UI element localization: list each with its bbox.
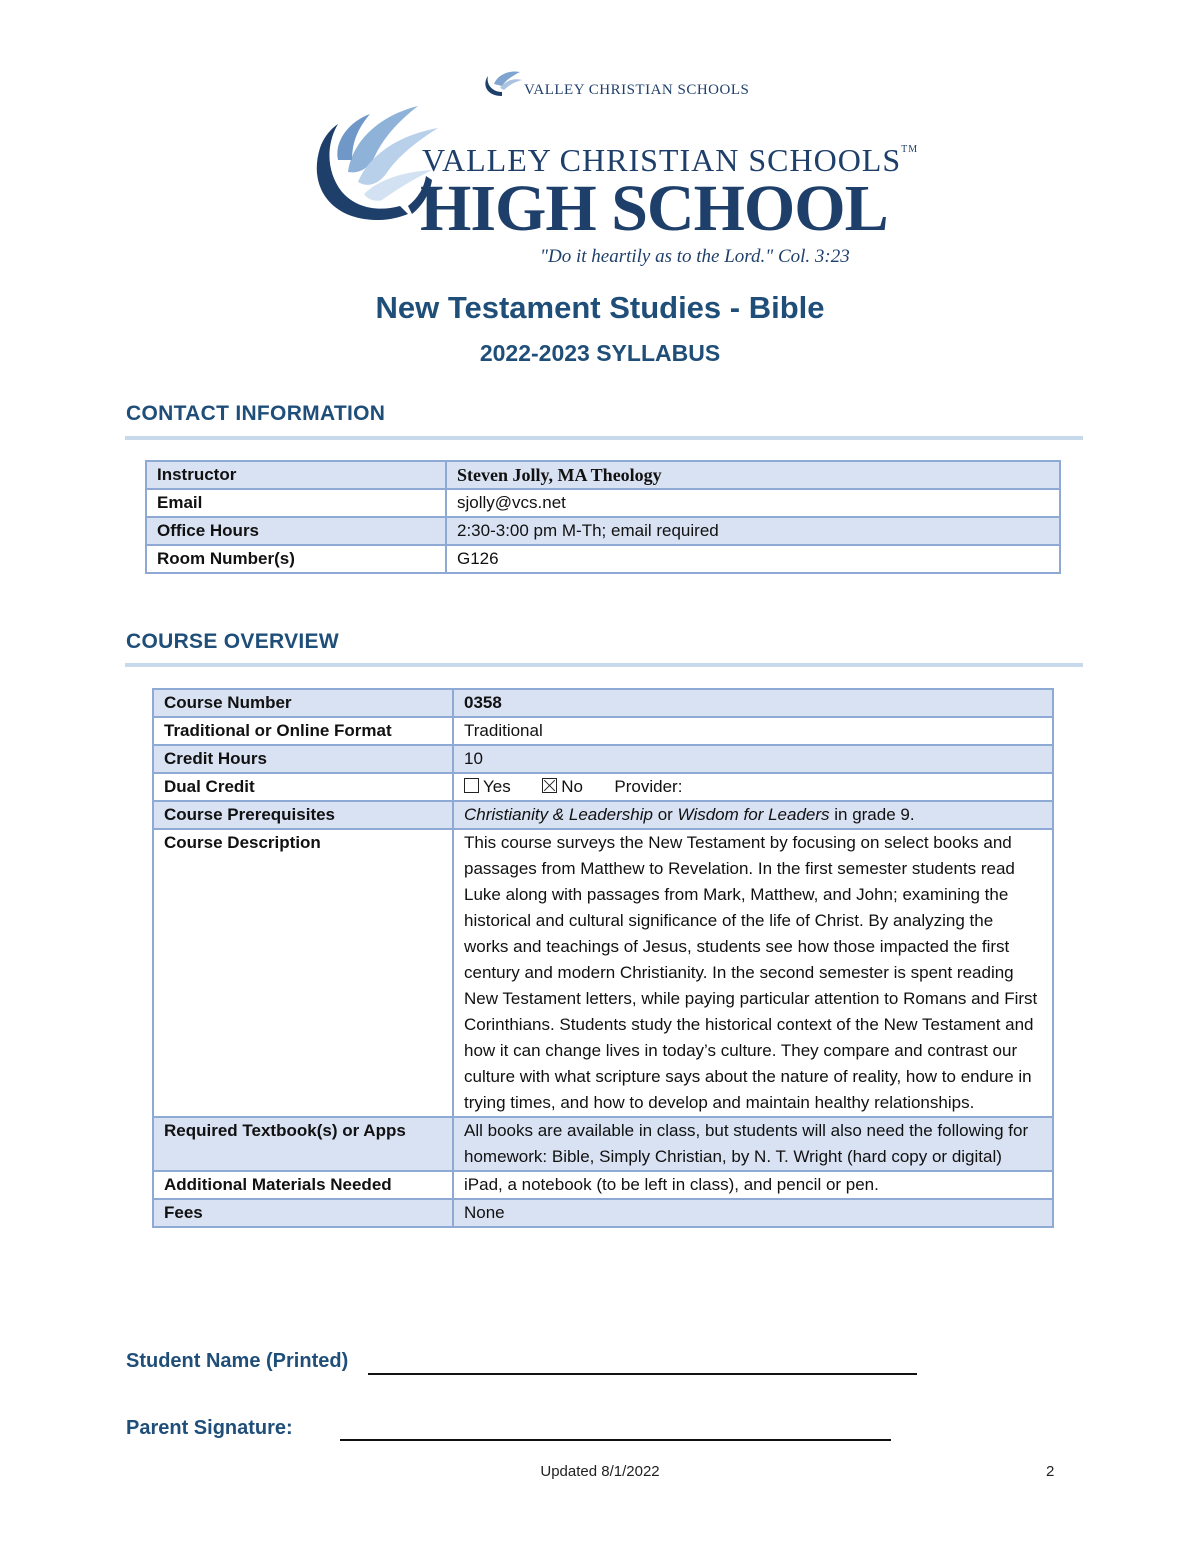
table-row [146,489,1060,517]
mini-logo-text: VALLEY CHRISTIAN SCHOOLS [524,82,750,98]
prerequisites-value [453,801,1053,829]
contact-heading: CONTACT INFORMATION [126,402,386,425]
textbook-value: All books are available in class, but students will also need the following for homework: Bible, Simply Christian, by N. T. Wright (hard copy or digital) [453,1117,1053,1171]
dual-credit-provider-label: Provider: [614,777,683,796]
overview-label: Credit Hours [153,745,453,773]
course-description-value: This course surveys the New Testament by focusing on select books and passages from Matthew to Revelation. In the first semester students read Luke along with passages from Mark, Matthew, and John; examining the historical and cultural significance of the life of Christ. By analyzing the works and teachings of Jesus, students see how those impacted the first century and modern Christianity. In the second semester is spent reading New Testament letters, while paying particular attention to Romans and First Corinthians. Students study the historical context of the New Testament and how it can change lives in today’s culture. They compare and contrast our culture with what scripture says about the nature of reality, how to endure in trying times, and how to develop and maintain healthy relationships. [453,829,1053,1117]
prereq-or: or [652,805,678,824]
footer-updated: Updated 8/1/2022 [540,1463,660,1480]
table-row [153,689,1053,717]
dual-credit-no-label: No [561,777,583,796]
contact-table [145,460,1061,574]
page-subtitle: 2022-2023 SYLLABUS [479,340,721,366]
logo-school-name: VALLEY CHRISTIAN SCHOOLS™ [422,142,919,178]
table-row [146,461,1060,489]
overview-heading: COURSE OVERVIEW [126,630,339,653]
course-number-value: 0358 [453,689,1053,717]
overview-label: Required Textbook(s) or Apps [153,1117,453,1171]
table-row [153,717,1053,745]
format-value: Traditional [453,717,1053,745]
overview-label: Additional Materials Needed [153,1171,453,1199]
overview-label: Course Number [153,689,453,717]
table-row [153,773,1053,801]
dual-credit-yes-label: Yes [483,777,511,796]
fees-value: None [453,1199,1053,1227]
instructor-value: Steven Jolly, MA Theology [446,461,1060,489]
credit-hours-value: 10 [453,745,1053,773]
page-title: New Testament Studies - Bible [375,290,825,325]
table-row [153,829,1053,1117]
table-row [153,1171,1053,1199]
table-row [146,545,1060,573]
section-divider [125,436,1083,440]
email-value: sjolly@vcs.net [446,489,1060,517]
dove-emblem-icon [480,70,524,98]
dual-credit-no-checkbox[interactable] [542,778,557,793]
dual-credit-value [453,773,1053,801]
student-name-label: Student Name (Printed) [126,1350,349,1372]
dual-credit-yes-checkbox[interactable] [464,778,479,793]
contact-label: Room Number(s) [146,545,446,573]
room-number-value: G126 [446,545,1060,573]
student-name-line[interactable] [368,1373,917,1375]
table-row [153,1117,1053,1171]
parent-signature-label: Parent Signature: [126,1417,293,1439]
office-hours-value: 2:30-3:00 pm M-Th; email required [446,517,1060,545]
contact-label: Email [146,489,446,517]
prereq-tail: in grade 9. [829,805,915,824]
table-row [153,745,1053,773]
parent-signature-line[interactable] [340,1439,891,1441]
page-number: 2 [1046,1463,1055,1480]
table-row [153,801,1053,829]
overview-table [152,688,1054,1228]
contact-label: Office Hours [146,517,446,545]
overview-label: Traditional or Online Format [153,717,453,745]
contact-label: Instructor [146,461,446,489]
table-row [153,1199,1053,1227]
logo-high-school: HIGH SCHOOL [420,172,888,245]
overview-label: Course Prerequisites [153,801,453,829]
section-divider [125,663,1083,667]
table-row [146,517,1060,545]
overview-label: Fees [153,1199,453,1227]
prereq-course-1: Christianity & Leadership [464,805,653,824]
logo-motto: "Do it heartily as to the Lord." Col. 3:23 [540,246,850,267]
school-logo [300,100,919,280]
overview-label: Dual Credit [153,773,453,801]
prereq-course-2: Wisdom for Leaders [677,805,830,824]
mini-logo [480,70,750,98]
overview-label: Course Description [153,829,453,1117]
materials-value: iPad, a notebook (to be left in class), and pencil or pen. [453,1171,1053,1199]
